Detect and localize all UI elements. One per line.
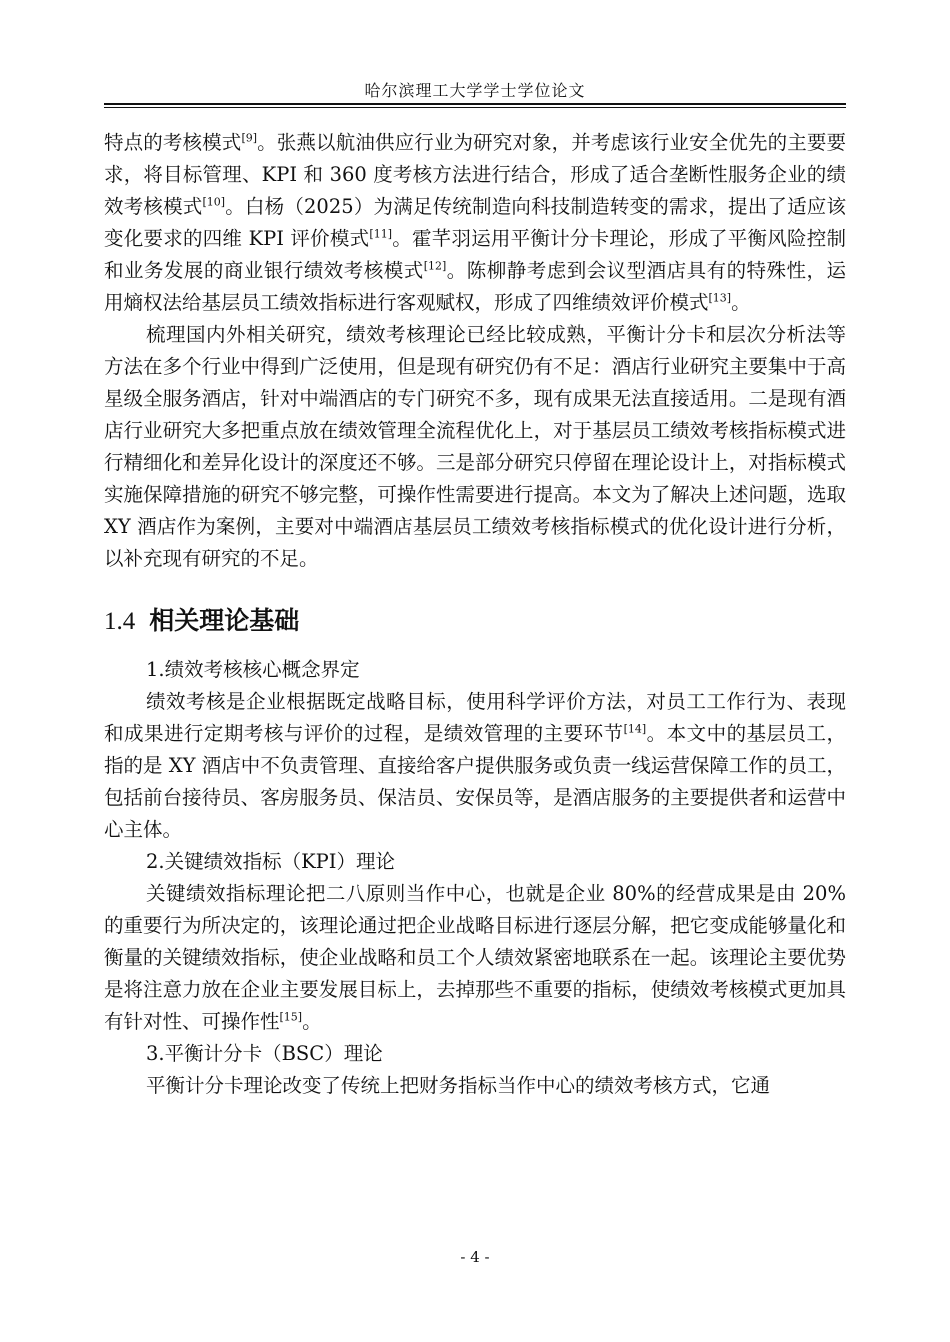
running-header: 哈尔滨理工大学学士学位论文	[364, 81, 586, 100]
section-heading	[104, 603, 846, 640]
header-rule-thick	[104, 103, 846, 105]
paragraph-kpi: 关键绩效指标理论把二八原则当作中心，也就是企业 80%的经营成果是由 20%的重要行为所决定的，该理论通过把企业战略目标进行逐层分解，把它变成能够量化和衡量的关键绩效指标，使企业战略和员工个人绩效紧密地联系在一起。该理论主要优势是将注意力放在企业主要发展目标上，去掉那些不重要的指标，使绩效考核模式更加具有针对性、可操作性[15]。	[104, 882, 846, 1033]
page-body	[104, 127, 846, 1102]
subheading-kpi: 2.关键绩效指标（KPI）理论	[146, 850, 395, 873]
citation: [9]	[241, 131, 258, 145]
citation: [12]	[423, 259, 447, 273]
subheading-bsc: 3.平衡计分卡（BSC）理论	[146, 1042, 383, 1065]
citation: [15]	[279, 1010, 303, 1024]
page-number: - 4 -	[460, 1248, 490, 1266]
citation: [10]	[202, 195, 226, 209]
paragraph-bsc: 平衡计分卡理论改变了传统上把财务指标当作中心的绩效考核方式，它通	[146, 1074, 771, 1097]
section-title: 相关理论基础	[149, 606, 300, 635]
citation: [11]	[369, 227, 392, 241]
section-number: 1.4	[104, 608, 136, 635]
paragraph-related-studies: 特点的考核模式[9]。张燕以航油供应行业为研究对象，并考虑该行业安全优先的主要要求，将目标管理、KPI 和 360 度考核方法进行结合，形成了适合垄断性服务企业的绩效考核模式[10]。白杨（2025）为满足传统制造向科技制造转变的需求，提出了适应该变化要求的四维 KPI 评价模式[11]。霍芊羽运用平衡计分卡理论，形成了平衡风险控制和业务发展的商业银行绩效考核模式[12]。陈柳静考虑到会议型酒店具有的特殊性，运用熵权法给基层员工绩效指标进行客观赋权，形成了四维绩效评价模式[13]。	[104, 131, 846, 314]
citation: [13]	[708, 291, 732, 305]
paragraph-core-concept: 绩效考核是企业根据既定战略目标，使用科学评价方法，对员工工作行为、表现和成果进行定期考核与评价的过程，是绩效管理的主要环节[14]。本文中的基层员工，指的是 XY 酒店中不负责管理、直接给客户提供服务或负责一线运营保障工作的员工，包括前台接待员、客房服务员、保洁员、安保员等，是酒店服务的主要提供者和运营中心主体。	[104, 690, 846, 841]
citation: [14]	[623, 722, 647, 736]
paragraph-research-summary: 梳理国内外相关研究，绩效考核理论已经比较成熟，平衡计分卡和层次分析法等方法在多个行业中得到广泛使用，但是现有研究仍有不足：酒店行业研究主要集中于高星级全服务酒店，针对中端酒店的专门研究不多，现有成果无法直接适用。二是现有酒店行业研究大多把重点放在绩效管理全流程优化上，对于基层员工绩效考核指标模式进行精细化和差异化设计的深度还不够。三是部分研究只停留在理论设计上，对指标模式实施保障措施的研究不够完整，可操作性需要进行提高。本文为了解决上述问题，选取 XY 酒店作为案例，主要对中端酒店基层员工绩效考核指标模式的优化设计进行分析，以补充现有研究的不足。	[104, 323, 846, 570]
header-rule-thin	[104, 107, 846, 108]
subheading-core-concept: 1.绩效考核核心概念界定	[146, 658, 360, 681]
